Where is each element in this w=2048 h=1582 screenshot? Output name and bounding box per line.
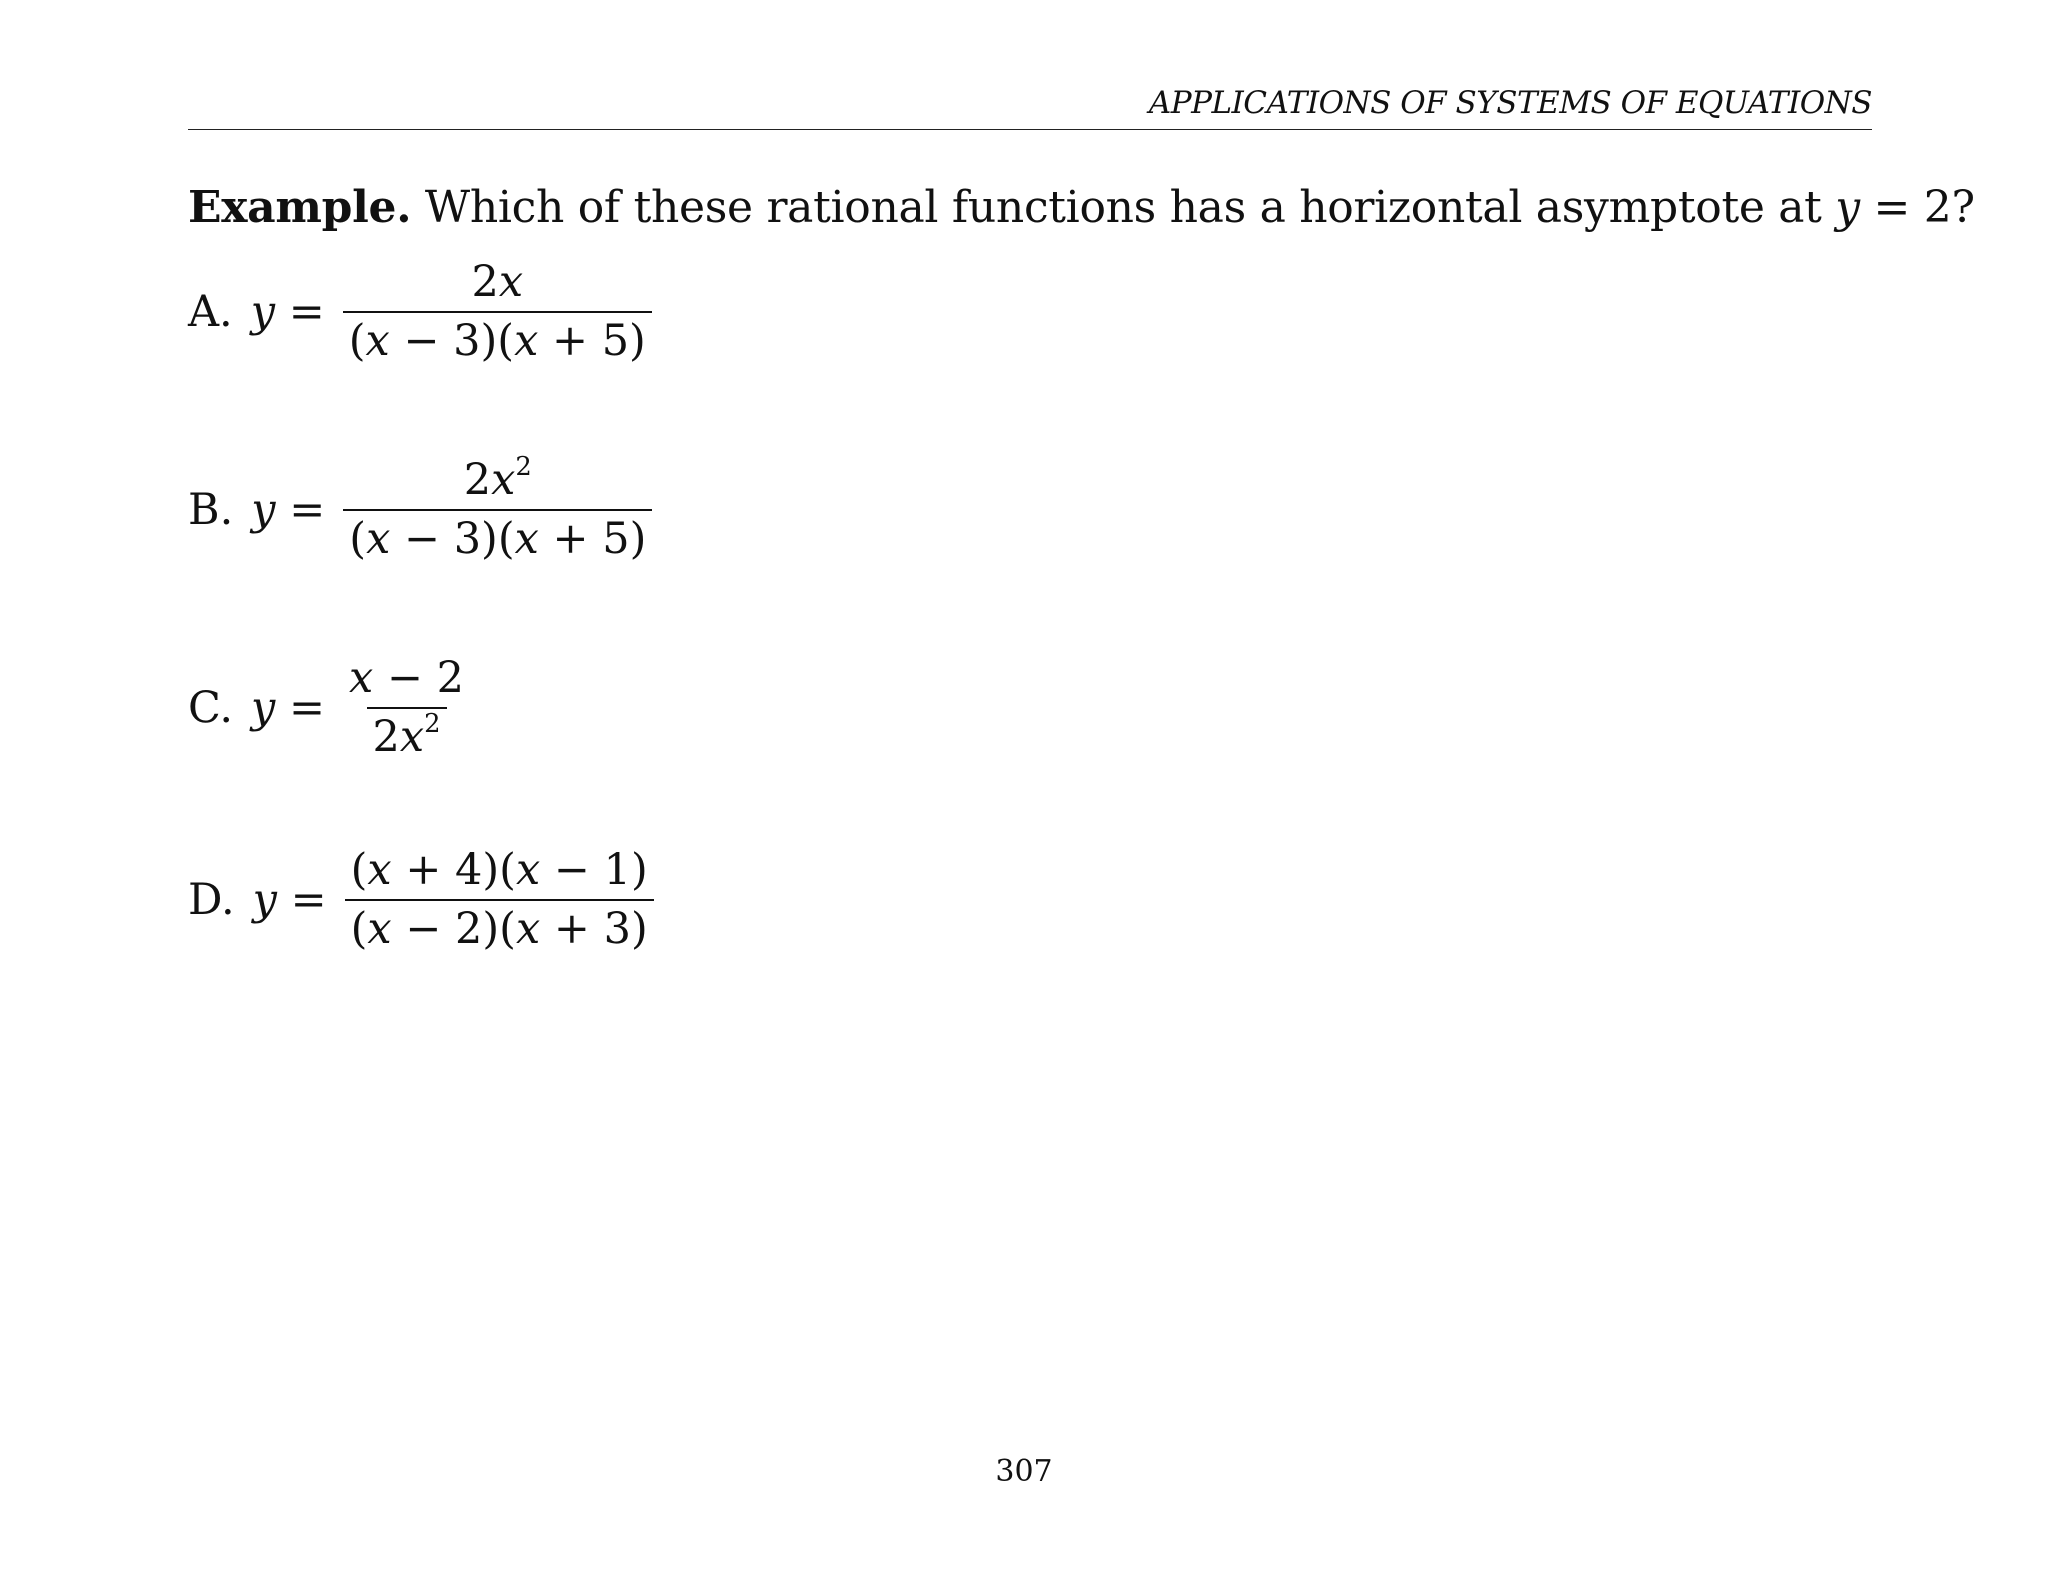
option-fraction [343,451,652,565]
option-letter: A. [188,287,233,338]
prompt-tail: = 2? [1859,182,1975,233]
fraction-numerator: (x + 4)(x − 1) [350,845,648,895]
option-fraction [343,653,470,763]
option-d [188,845,654,955]
option-c [188,653,470,763]
fraction-denominator: (x − 2)(x + 3) [345,899,654,952]
header-rule [188,129,1872,130]
option-fraction [345,845,654,955]
option-letter: B. [188,485,234,536]
fraction-denominator: (x − 3)(x + 5) [343,509,652,562]
fraction-numerator: x − 2 [349,653,465,703]
option-b [188,451,652,565]
option-a [188,257,652,367]
option-lhs: y = [251,683,326,734]
option-lhs: y = [250,287,325,338]
example-prompt [188,182,1975,235]
option-fraction [343,257,652,367]
example-label: Example. [188,182,412,233]
prompt-variable: y [1835,182,1860,233]
running-head: APPLICATIONS OF SYSTEMS OF EQUATIONS [1148,85,1872,121]
fraction-denominator: (x − 3)(x + 5) [343,311,652,364]
fraction-denominator: $2x^2$ [367,707,447,760]
fraction-numerator: $2x^2$ [463,451,532,505]
fraction-numerator: 2x [471,257,524,307]
option-lhs: y = [252,875,327,926]
option-lhs: y = [251,485,326,536]
prompt-text: Which of these rational functions has a horizontal asymptote at [411,182,1836,233]
option-letter: C. [188,683,234,734]
page-number: 307 [995,1454,1053,1489]
option-letter: D. [188,875,235,926]
